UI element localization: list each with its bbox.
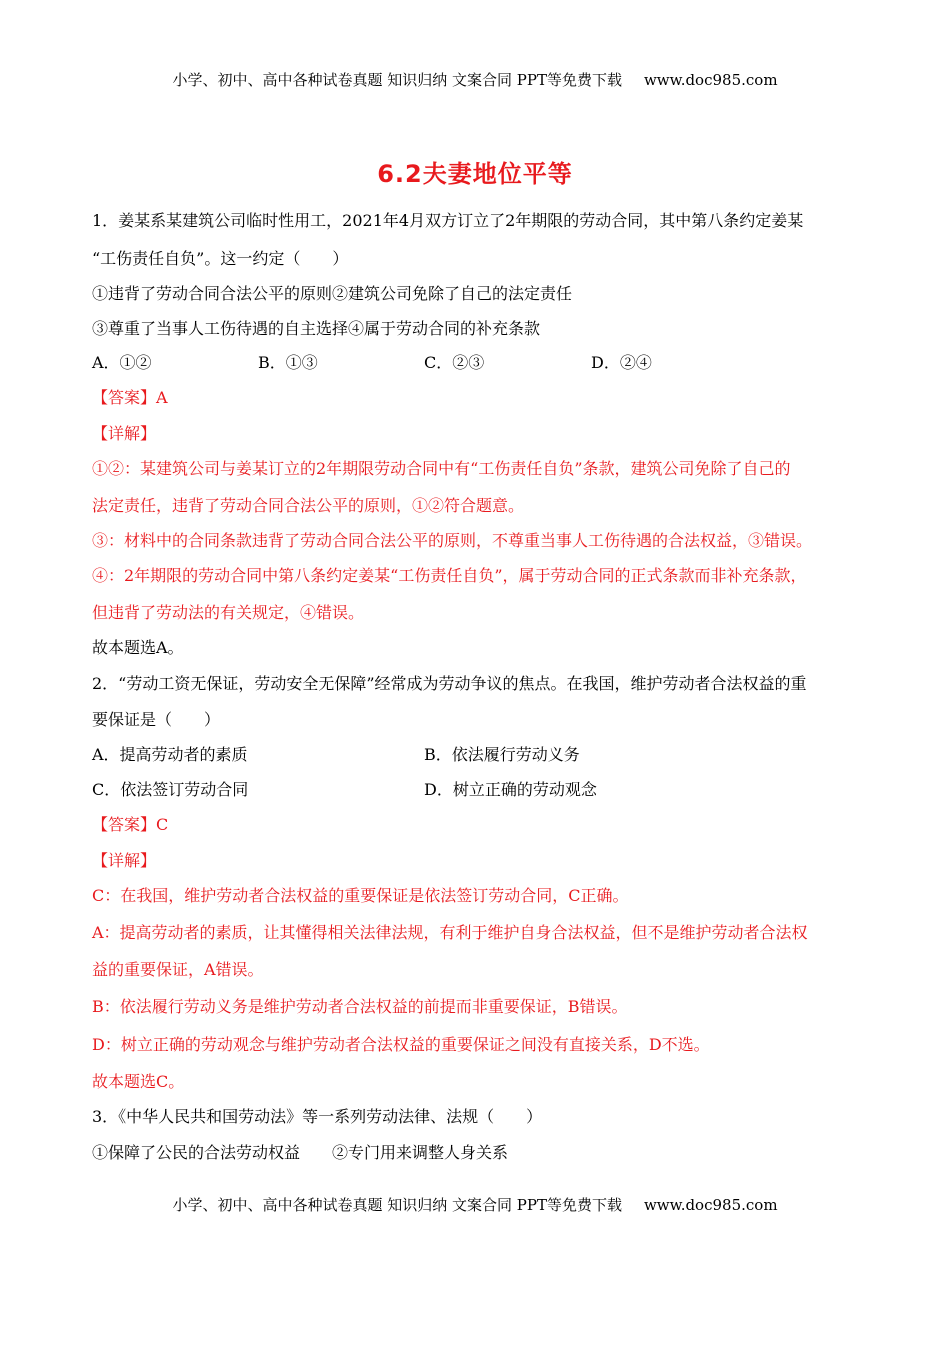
q1-stem-line1: 1．姜某系某建筑公司临时性用工，2021年4月双方订立了2年期限的劳动合同，其中第八条约定姜某 [92,211,804,230]
q1-explain-4: ④：2年期限的劳动合同中第八条约定姜某“工伤责任自负”，属于劳动合同的正式条款而非补充条款， [92,566,807,585]
q1-explain-1: ①②：某建筑公司与姜某订立的2年期限劳动合同中有“工伤责任自负”条款，建筑公司免除了自己的 [92,459,791,478]
page-header [0,69,950,90]
q1-option-b: B．①③ [258,353,318,372]
q2-explain-1: C：在我国，维护劳动者合法权益的重要保证是依法签订劳动合同，C正确。 [92,886,629,905]
q2-explain-3: 益的重要保证，A错误。 [92,960,264,979]
q1-option-d: D．②④ [591,353,652,372]
page-footer [0,1194,950,1215]
q2-option-a: A．提高劳动者的素质 [92,745,248,764]
q2-explain-4: B：依法履行劳动义务是维护劳动者合法权益的前提而非重要保证，B错误。 [92,997,628,1016]
q2-conclusion: 故本题选C。 [92,1072,185,1091]
footer-url[interactable]: www.doc985.com [643,1196,778,1214]
q1-option-a: A．①② [92,353,152,372]
q2-explain-2: A：提高劳动者的素质，让其懂得相关法律法规，有利于维护自身合法权益，但不是维护劳动者合法权 [92,923,808,942]
q2-stem-line2: 要保证是（ ） [92,710,221,729]
q3-stem-line1: 3．《中华人民共和国劳动法》等一系列劳动法律、法规（ ） [92,1107,543,1126]
q2-explain-5: D：树立正确的劳动观念与维护劳动者合法权益的重要保证之间没有直接关系，D不选。 [92,1035,710,1054]
q2-option-b: B．依法履行劳动义务 [424,745,580,764]
q1-explain-2: 法定责任，违背了劳动合同合法公平的原则，①②符合题意。 [92,496,525,515]
q1-conclusion: 故本题选A。 [92,638,184,657]
q2-answer: 【答案】C [92,815,169,834]
q1-option-c: C．②③ [424,353,485,372]
footer-text: 小学、初中、高中各种试卷真题 知识归纳 文案合同 PPT等免费下载 [172,1196,622,1214]
q2-stem-line1: 2．“劳动工资无保证，劳动安全无保障”经常成为劳动争议的焦点。在我国，维护劳动者合法权益的重 [92,674,807,693]
header-text: 小学、初中、高中各种试卷真题 知识归纳 文案合同 PPT等免费下载 [172,71,622,89]
q1-explain-5: 但违背了劳动法的有关规定，④错误。 [92,603,365,622]
q2-detail-label: 【详解】 [92,851,157,870]
q3-statement-1: ①保障了公民的合法劳动权益 ②专门用来调整人身关系 [92,1143,509,1162]
header-url[interactable]: www.doc985.com [643,71,778,89]
q1-statement-1: ①违背了劳动合同合法公平的原则②建筑公司免除了自己的法定责任 [92,284,573,303]
q2-option-c: C．依法签订劳动合同 [92,780,249,799]
q2-option-d: D．树立正确的劳动观念 [424,780,597,799]
q1-statement-2: ③尊重了当事人工伤待遇的自主选择④属于劳动合同的补充条款 [92,319,541,338]
q1-detail-label: 【详解】 [92,424,157,443]
q1-stem-line2: “工伤责任自负”。这一约定（ ） [92,249,349,268]
page-title: 6.2夫妻地位平等 [377,160,573,188]
q1-explain-3: ③：材料中的合同条款违背了劳动合同合法公平的原则，不尊重当事人工伤待遇的合法权益，③错误。 [92,531,813,550]
q1-answer: 【答案】A [92,388,168,407]
